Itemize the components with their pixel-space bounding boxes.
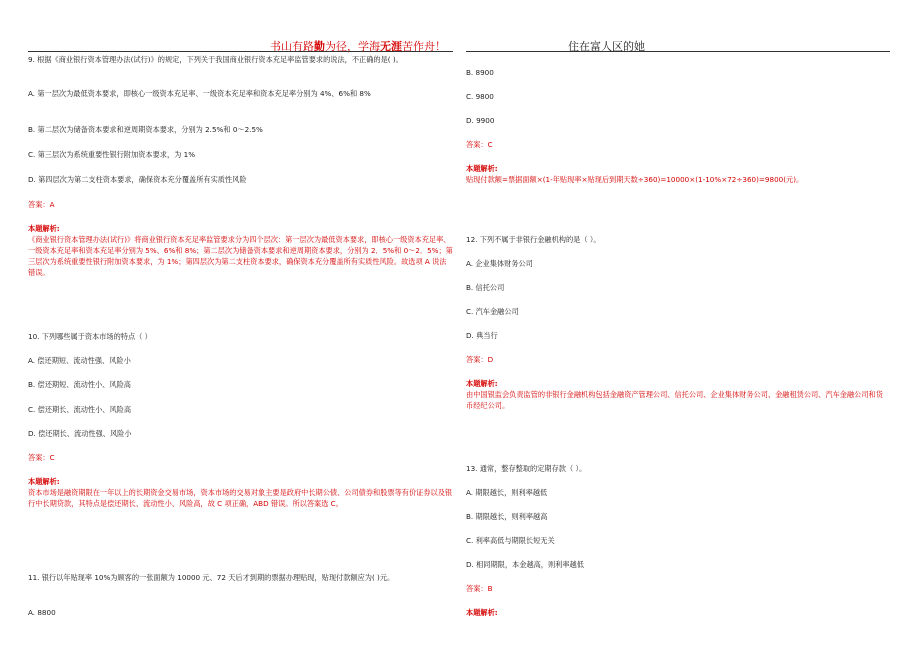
- q11-analysis-label: 本题解析:: [466, 164, 498, 173]
- q12-analysis: 由中国银监会负责监管的非银行金融机构包括金融资产管理公司、信托公司、企业集体财务公司、金融租赁公司、汽车金融公司和货币经纪公司。: [466, 390, 883, 410]
- q9-option-c: C. 第三层次为系统重要性银行附加资本要求，为 1%: [28, 150, 196, 159]
- q10-option-d: D. 偿还期长、流动性强、风险小: [28, 429, 132, 438]
- q13-analysis-label: 本题解析:: [466, 608, 498, 617]
- q13-option-c: C. 利率高低与期限长短无关: [466, 536, 555, 545]
- q13-option-b: B. 期限越长，则利率越高: [466, 512, 548, 521]
- motto-part: 为径，学海: [325, 40, 380, 53]
- q9-analysis: 《商业银行资本管理办法(试行)》将商业银行资本充足率监管要求分为四个层次：第一层次为最低资本要求，即核心一级资本充足率、一级资本充足率和资本充足率分别为 5%、6%和 8%；第二层次为储备资本要求和逆周期资本要求，分别为 2．5%和 0～2．5%；第三层次为系统重要性银行附加资本要求，为 1%；第四层次为第二支柱资本要求，确保资本充分覆盖所有实质性风险。故选项 A 说法错误。: [28, 235, 453, 277]
- q13-stem: 13. 通常，整存整取的定期存款（ ）。: [466, 464, 587, 473]
- q13-option-d: D. 相同期限，本金越高，则利率越低: [466, 560, 584, 569]
- q11-option-d: D. 9900: [466, 116, 495, 125]
- header-right-title: 住在富人区的她: [568, 40, 645, 53]
- q11-option-c: C. 9800: [466, 92, 494, 101]
- header-divider-left: [28, 51, 453, 52]
- motto-part: 无涯: [380, 40, 402, 53]
- q12-option-c: C. 汽车金融公司: [466, 307, 519, 316]
- q12-analysis-label: 本题解析:: [466, 379, 498, 388]
- motto-part: 书: [270, 40, 281, 53]
- q11-option-a: A. 8800: [28, 608, 56, 617]
- q10-option-b: B. 偿还期短、流动性小、风险高: [28, 380, 131, 389]
- q10-answer: 答案：C: [28, 453, 55, 462]
- q11-analysis: 贴现付款额=票据面额×(1-年贴现率×贴现后到期天数÷360)=10000×(1-10%×72÷360)=9800(元)。: [466, 175, 804, 184]
- q10-analysis: 资本市场是融资期限在一年以上的长期资金交易市场，资本市场的交易对象主要是政府中长期公债、公司债券和股票等有价证券以及银行中长期贷款，其特点是偿还期长、流动性小、风险高，故 C 项正确，ABD 错误。所以答案选 C。: [28, 488, 453, 508]
- motto-part: 勤: [314, 40, 325, 53]
- q10-stem: 10. 下列哪些属于资本市场的特点（ ）: [28, 332, 152, 341]
- q12-option-d: D. 典当行: [466, 331, 498, 340]
- q13-option-a: A. 期限越长，则利率越低: [466, 488, 548, 497]
- q9-analysis-label: 本题解析:: [28, 224, 60, 233]
- header-divider-right: [466, 51, 890, 52]
- q11-answer: 答案：C: [466, 140, 493, 149]
- q10-analysis-label: 本题解析:: [28, 477, 60, 486]
- q12-answer: 答案：D: [466, 355, 494, 364]
- q9-stem: 9. 根据《商业银行资本管理办法(试行)》的规定，下列关于我国商业银行资本充足率监管要求的说法，不正确的是( )。: [28, 55, 403, 64]
- q10-option-a: A. 偿还期短、流动性强、风险小: [28, 356, 131, 365]
- q12-stem: 12. 下列不属于非银行金融机构的是（ ）。: [466, 235, 601, 244]
- q9-option-d: D. 第四层次为第二支柱资本要求，确保资本充分覆盖所有实质性风险: [28, 175, 247, 184]
- q9-option-a: A. 第一层次为最低资本要求，即核心一级资本充足率、一级资本充足率和资本充足率分别为 4%、6%和 8%: [28, 89, 371, 98]
- q9-answer: 答案：A: [28, 200, 55, 209]
- q11-stem: 11. 银行以年贴现率 10%为顾客的一张面额为 10000 元、72 天后才到期的票据办理贴现，贴现付款额应为( )元。: [28, 573, 395, 582]
- page-header: [0, 38, 920, 52]
- motto-part: 山有路: [281, 40, 314, 53]
- q9-option-b: B. 第二层次为储备资本要求和逆周期资本要求，分别为 2.5%和 0～2.5%: [28, 125, 263, 134]
- motto-part: 苦作舟！: [402, 40, 446, 53]
- q12-option-b: B. 信托公司: [466, 283, 505, 292]
- q12-option-a: A. 企业集体财务公司: [466, 259, 533, 268]
- q11-option-b: B. 8900: [466, 68, 494, 77]
- q13-answer: 答案：B: [466, 584, 493, 593]
- q10-option-c: C. 偿还期长、流动性小、风险高: [28, 405, 132, 414]
